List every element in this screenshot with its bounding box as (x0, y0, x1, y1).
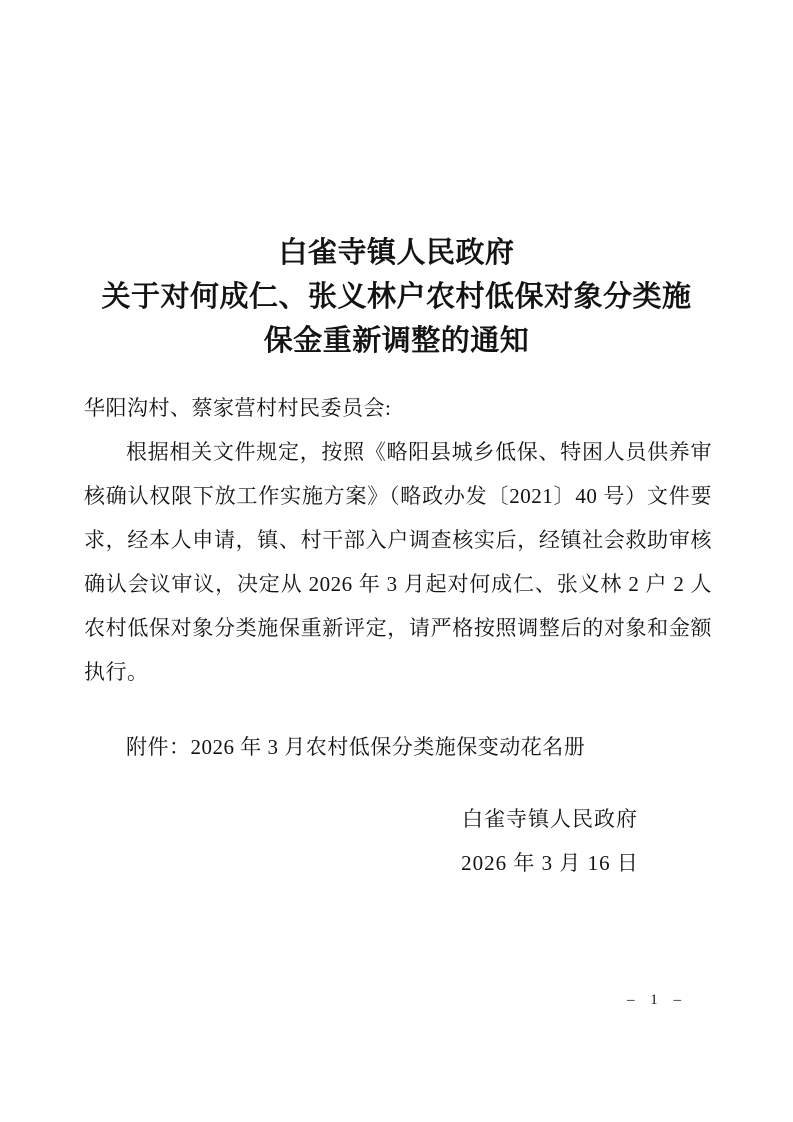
signature-block (380, 797, 720, 885)
salutation: 华阳沟村、蔡家营村村民委员会: (84, 396, 392, 420)
signature-issuer: 白雀寺镇人民政府 (462, 807, 638, 831)
document-title (0, 231, 793, 363)
title-line-3: 保金重新调整的通知 (263, 325, 530, 357)
body-paragraph: 根据相关文件规定，按照《略阳县城乡低保、特困人员供养审核确认权限下放工作实施方案》（略政办发〔2021〕40 号）文件要求，经本人申请，镇、村干部入户调查核实后，经镇社会救助审核确认会议审议，决定从 2026 年 3 月起对何成仁、张义林 2 户 2 人农村低保对象分类施保重新评定，请严格按照调整后的对象和金额执行。 (84, 440, 712, 684)
document-body (84, 386, 712, 769)
attachment-line: 附件：2026 年 3 月农村低保分类施保变动花名册 (126, 735, 586, 759)
title-line-1: 白雀寺镇人民政府 (278, 237, 515, 269)
page-number: – 1 – (627, 992, 687, 1008)
title-line-2: 关于对何成仁、张义林户农村低保对象分类施 (101, 281, 692, 313)
signature-date: 2026 年 3 月 16 日 (461, 851, 639, 875)
